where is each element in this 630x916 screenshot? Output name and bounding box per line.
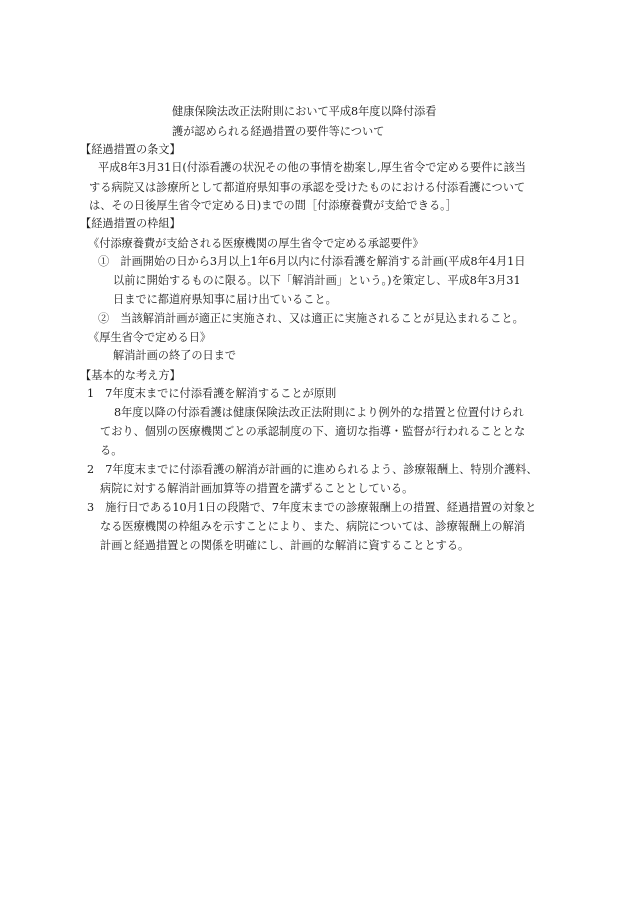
section-heading-provision-text: 【経過措置の条文】 [80, 143, 181, 156]
section-heading-basic-approach: 【基本的な考え方】 [80, 369, 181, 382]
requirement-1-line-1: ① 計画開始の日から3月以上1年6月以内に付添看護を解消する計画(平成8年4月1日 [98, 255, 526, 268]
approach-1-line-2: ており、個別の医療機関ごとの承認制度の下、適切な指導・監督が行われることとな [100, 425, 526, 438]
approach-1-line-1: 8年度以降の付添看護は健康保険法改正法附則により例外的な措置と位置付けられ [114, 406, 524, 419]
specified-date-text: 解消計画の終了の日まで [113, 349, 237, 362]
approach-1-heading: 1 7年度末までに付添看護を解消することが原則 [87, 387, 337, 400]
approach-2-line-1: 2 7年度末までに付添看護の解消が計画的に進められるよう、診療報酬上、特別介護料、 [87, 463, 538, 476]
provision-text-line-2: する病院又は診療所として都道府県知事の承認を受けたものにおける付添看護について [89, 181, 526, 194]
provision-text-line-3: は、その日後厚生省令で定める日)までの間［付添療養費が支給できる。］ [89, 199, 457, 212]
section-heading-framework: 【経過措置の枠組】 [80, 217, 181, 230]
approval-requirements-subheading: 《付添療養費が支給される医療機関の厚生省令で定める承認要件》 [88, 237, 424, 250]
specified-date-subheading: 《厚生省令で定める日》 [88, 331, 212, 344]
provision-text-line-1: 平成8年3月31日(付添看護の状況その他の事情を勘案し,厚生省令で定める要件に該当 [98, 161, 526, 174]
requirement-1-line-3: 日までに都道府県知事に届け出ていること。 [113, 293, 337, 306]
approach-3-line-1: 3 施行日である10月1日の段階で、7年度末までの診療報酬上の措置、経過措置の対象と [87, 501, 537, 514]
requirement-1-line-2: 以前に開始するものに限る。以下「解消計画」という。)を策定し、平成8年3月31 [113, 274, 521, 287]
document-title-line-1: 健康保険法改正法附則において平成8年度以降付添看 [172, 105, 437, 118]
approach-2-line-2: 病院に対する解消計画加算等の措置を講ずることとしている。 [100, 482, 414, 495]
approach-3-line-2: なる医療機関の枠組みを示すことにより、また、病院については、診療報酬上の解消 [100, 520, 525, 533]
approach-3-line-3: 計画と経過措置との関係を明確にし、計画的な解消に資することとする。 [100, 539, 470, 552]
document-title-line-2: 護が認められる経過措置の要件等について [172, 125, 385, 138]
approach-1-line-3: る。 [100, 444, 123, 457]
requirement-2: ② 当該解消計画が適正に実施され、又は適正に実施されることが見込まれること。 [98, 312, 524, 325]
